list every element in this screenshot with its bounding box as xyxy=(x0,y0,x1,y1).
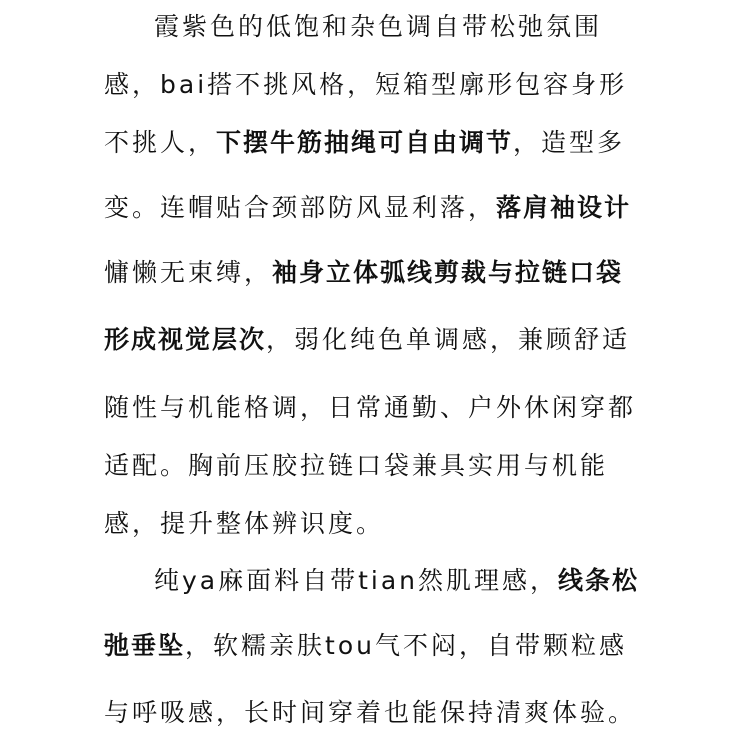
text-line-4 xyxy=(104,193,664,223)
text-segment: 纯ya麻面料自带tian然肌理感， xyxy=(154,566,559,595)
text-line-9 xyxy=(104,509,664,539)
text-segment: 感，提升整体辨识度。 xyxy=(104,509,385,538)
text-line-11 xyxy=(104,631,664,661)
text-segment: ，软糯亲肤tou气不闷，自带颗粒感 xyxy=(185,631,627,660)
text-line-12 xyxy=(104,698,664,728)
bold-highlight: 袖身立体弧线剪裁与拉链口袋 xyxy=(272,258,624,287)
text-segment: ，造型多 xyxy=(513,128,626,157)
text-line-7 xyxy=(104,393,664,423)
text-line-10 xyxy=(154,566,714,596)
text-line-6 xyxy=(104,325,664,355)
text-segment: ，弱化纯色单调感，兼顾舒适 xyxy=(266,325,631,354)
text-segment: 霞紫色的低饱和杂色调自带松弛氛围 xyxy=(154,12,603,41)
text-line-8 xyxy=(104,451,664,481)
bold-highlight: 弛垂坠 xyxy=(104,631,186,660)
text-line-2 xyxy=(104,70,664,100)
text-segment: 随性与机能格调，日常通勤、户外休闲穿都 xyxy=(104,393,637,422)
text-line-5 xyxy=(104,258,664,288)
text-line-1 xyxy=(154,12,714,42)
text-segment: 与呼吸感，长时间穿着也能保持清爽体验。 xyxy=(104,698,637,727)
text-line-3 xyxy=(104,128,664,158)
bold-highlight: 落肩袖设计 xyxy=(496,193,632,222)
bold-highlight: 下摆牛筋抽绳可自由调节 xyxy=(216,128,514,157)
bold-highlight: 线条松 xyxy=(558,566,640,595)
text-segment: 适配。胸前压胶拉链口袋兼具实用与机能 xyxy=(104,451,609,480)
bold-highlight: 形成视觉层次 xyxy=(104,325,267,354)
text-segment: 变。连帽贴合颈部防风显利落， xyxy=(104,193,497,222)
text-segment: 慵懒无束缚， xyxy=(104,258,273,287)
text-segment: 不挑人， xyxy=(104,128,217,157)
text-segment: 感，bai搭不挑风格，短箱型廓形包容身形 xyxy=(104,70,628,99)
